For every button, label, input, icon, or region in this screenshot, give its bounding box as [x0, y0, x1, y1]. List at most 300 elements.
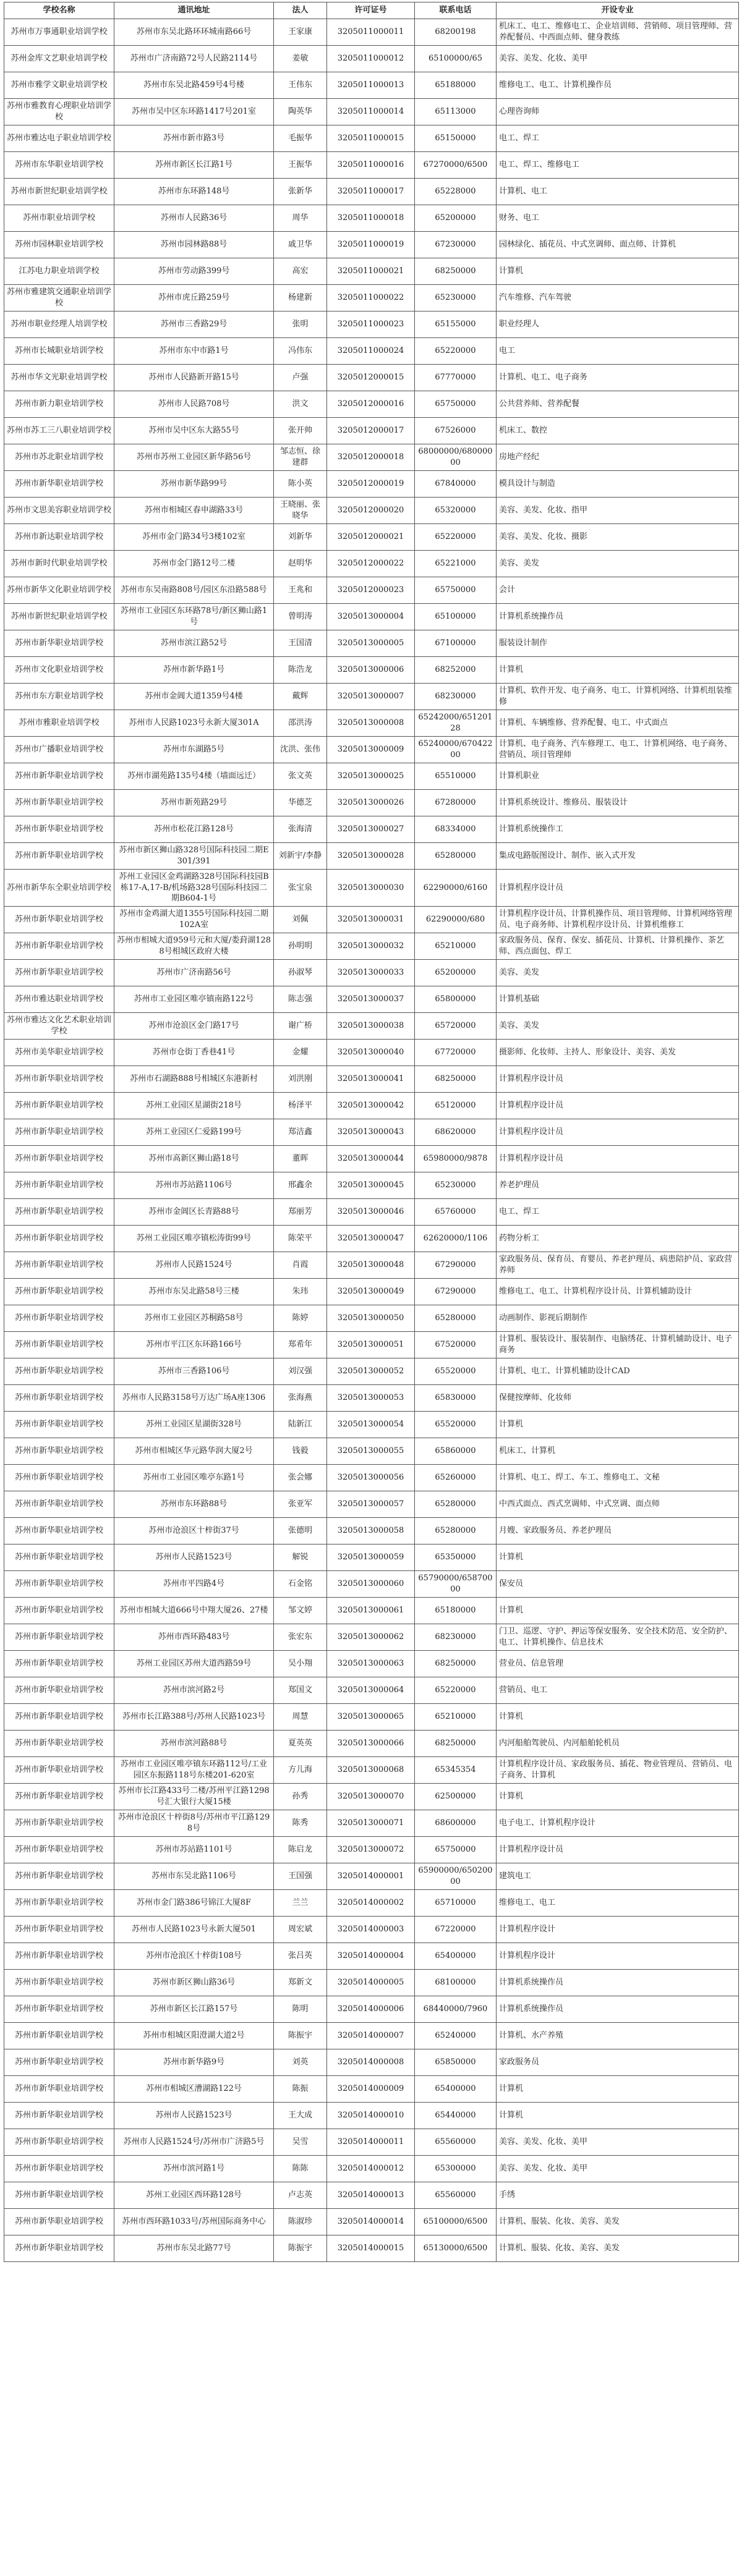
- legal-person-cell: 郑新文: [274, 1969, 327, 1996]
- school-name-cell: 苏州市新华职业培训学校: [4, 1278, 114, 1305]
- school-name-cell: 苏州市新华职业培训学校: [4, 1119, 114, 1145]
- address-cell: 苏州市长江路433号二楼/苏州平江路1298号汇大银行大厦15楼: [114, 1783, 274, 1810]
- legal-person-cell: 陈淑珍: [274, 2208, 327, 2235]
- phone-cell: 65790000/65870000: [415, 1570, 497, 1597]
- legal-person-cell: 王伟东: [274, 72, 327, 99]
- address-cell: 苏州市苏站路1106号: [114, 1172, 274, 1198]
- license-number-cell: 3205013000050: [327, 1305, 415, 1331]
- school-name-cell: 苏州市华文光职业培训学校: [4, 365, 114, 391]
- table-row: [4, 2102, 739, 2129]
- majors-cell: 摄影师、化妆师、主持人、形象设计、美容、美发: [497, 1039, 739, 1066]
- school-name-cell: 苏州市东华职业培训学校: [4, 152, 114, 179]
- majors-cell: 美容、美发: [497, 551, 739, 577]
- license-number-cell: 3205013000047: [327, 1225, 415, 1252]
- table-row: [4, 524, 739, 551]
- majors-cell: 计算机程序设计员、计算机操作员、项目管理师、计算机网络管理员、电子商务师、计算机程序设计员、计算机维修工: [497, 906, 739, 933]
- address-cell: 苏州市相城区春申湖路33号: [114, 498, 274, 524]
- address-cell: 苏州市相城区华元路华润大厦2号: [114, 1438, 274, 1464]
- phone-cell: 65440000: [415, 2102, 497, 2129]
- school-name-cell: 苏州市苏北职业培训学校: [4, 444, 114, 471]
- table-row: [4, 1358, 739, 1384]
- address-cell: 苏州市沧浪区十梓街108号: [114, 1943, 274, 1969]
- majors-cell: 美容、美发: [497, 959, 739, 986]
- legal-person-cell: 陈明: [274, 1996, 327, 2022]
- phone-cell: 65520000: [415, 1411, 497, 1438]
- table-row: [4, 816, 739, 843]
- table-row: [4, 258, 739, 285]
- license-number-cell: 3205011000014: [327, 99, 415, 125]
- phone-cell: 65560000: [415, 2129, 497, 2155]
- legal-person-cell: 王国清: [274, 630, 327, 657]
- address-cell: 苏州市金阊大道1359号4楼: [114, 684, 274, 710]
- school-name-cell: 苏州市新华职业培训学校: [4, 630, 114, 657]
- legal-person-cell: 张会娜: [274, 1464, 327, 1491]
- majors-cell: 计算机职业: [497, 763, 739, 790]
- legal-person-cell: 赵明华: [274, 551, 327, 577]
- phone-cell: 65240000/67042200: [415, 737, 497, 763]
- license-number-cell: 3205011000018: [327, 205, 415, 232]
- legal-person-cell: 邹文婷: [274, 1597, 327, 1624]
- legal-person-cell: 刘新华: [274, 524, 327, 551]
- table-row: [4, 1756, 739, 1783]
- table-row: [4, 737, 739, 763]
- school-name-cell: 苏州市新华职业培训学校: [4, 1943, 114, 1969]
- license-number-cell: 3205013000008: [327, 710, 415, 737]
- majors-cell: 计算机: [497, 1703, 739, 1730]
- legal-person-cell: 石金铭: [274, 1570, 327, 1597]
- school-name-cell: 苏州市新华职业培训学校: [4, 1358, 114, 1384]
- phone-cell: 67290000: [415, 1252, 497, 1278]
- majors-cell: 计算机: [497, 1411, 739, 1438]
- license-number-cell: 3205013000070: [327, 1783, 415, 1810]
- legal-person-cell: 夏英英: [274, 1730, 327, 1756]
- phone-cell: 67720000: [415, 1039, 497, 1066]
- license-number-cell: 3205013000072: [327, 1836, 415, 1863]
- address-cell: 苏州市金门路34号3楼102室: [114, 524, 274, 551]
- school-name-cell: 苏州市新华职业培训学校: [4, 816, 114, 843]
- license-number-cell: 3205013000063: [327, 1650, 415, 1677]
- majors-cell: 公共营养师、营养配餐: [497, 391, 739, 418]
- school-name-cell: 苏州市新华文化职业培训学校: [4, 577, 114, 604]
- school-name-cell: 苏州市新华职业培训学校: [4, 1092, 114, 1119]
- majors-cell: 计算机程序设计: [497, 1943, 739, 1969]
- table-row: [4, 959, 739, 986]
- table-row: [4, 179, 739, 205]
- phone-cell: 68620000: [415, 1119, 497, 1145]
- address-cell: 苏州市石湖路888号相城区东港新村: [114, 1066, 274, 1092]
- table-row: [4, 1411, 739, 1438]
- legal-person-cell: 王大成: [274, 2102, 327, 2129]
- table-row: [4, 72, 739, 99]
- address-cell: 苏州市虎丘路259号: [114, 285, 274, 311]
- majors-cell: 计算机: [497, 1597, 739, 1624]
- license-number-cell: 3205014000004: [327, 1943, 415, 1969]
- license-number-cell: 3205013000058: [327, 1517, 415, 1544]
- license-number-cell: 3205013000028: [327, 843, 415, 870]
- majors-cell: 计算机、软件开发、电子商务、电工、计算机网络、计算机组装维修: [497, 684, 739, 710]
- school-name-cell: 苏州市雅职业培训学校: [4, 710, 114, 737]
- school-table: [4, 2, 739, 2262]
- school-name-cell: 苏州市新华职业培训学校: [4, 2022, 114, 2049]
- school-name-cell: 苏州市新华职业培训学校: [4, 1225, 114, 1252]
- legal-person-cell: 刘洪刚: [274, 1066, 327, 1092]
- legal-person-cell: 邢鑫余: [274, 1172, 327, 1198]
- majors-cell: 门卫、巡逻、守护、押运等保安服务、安全技术防范、安全防护、电工、计算机操作、信息技术: [497, 1624, 739, 1650]
- table-row: [4, 1783, 739, 1810]
- phone-cell: 65560000: [415, 2182, 497, 2208]
- address-cell: 苏州市人民路1524号: [114, 1252, 274, 1278]
- table-row: [4, 1969, 739, 1996]
- license-number-cell: 3205012000020: [327, 498, 415, 524]
- legal-person-cell: 洪文: [274, 391, 327, 418]
- legal-person-cell: 刘佩: [274, 906, 327, 933]
- phone-cell: 65228000: [415, 179, 497, 205]
- legal-person-cell: 张海燕: [274, 1384, 327, 1411]
- table-row: [4, 1172, 739, 1198]
- address-cell: 苏州市广济南路56号: [114, 959, 274, 986]
- school-name-cell: 苏州市新华职业培训学校: [4, 843, 114, 870]
- phone-cell: 65280000: [415, 1305, 497, 1331]
- phone-cell: 65280000: [415, 843, 497, 870]
- legal-person-cell: 解锐: [274, 1544, 327, 1570]
- majors-cell: 计算机系统设计、维修员、服装设计: [497, 790, 739, 816]
- majors-cell: 计算机程序设计员、家政服务员、插花、物业管理员、营销员、电子商务、计算机: [497, 1756, 739, 1783]
- license-number-cell: 3205014000010: [327, 2102, 415, 2129]
- address-cell: 苏州工业园区唯亭镇松涛街99号: [114, 1225, 274, 1252]
- phone-cell: 67526000: [415, 418, 497, 444]
- legal-person-cell: 方儿海: [274, 1756, 327, 1783]
- table-row: [4, 1119, 739, 1145]
- license-number-cell: 3205011000019: [327, 232, 415, 258]
- phone-cell: 65300000: [415, 2155, 497, 2182]
- address-cell: 苏州市相城大道959号元和大厦/娄葑湖1288号相城区政府大楼: [114, 933, 274, 959]
- table-row: [4, 2155, 739, 2182]
- school-name-cell: 苏州市东方职业培训学校: [4, 684, 114, 710]
- school-name-cell: 苏州市新华职业培训学校: [4, 1570, 114, 1597]
- school-name-cell: 苏州市美华职业培训学校: [4, 1039, 114, 1066]
- license-number-cell: 3205013000006: [327, 657, 415, 684]
- school-name-cell: 苏州市新华职业培训学校: [4, 2235, 114, 2261]
- legal-person-cell: 郑丽芳: [274, 1198, 327, 1225]
- table-row: [4, 870, 739, 907]
- legal-person-cell: 高宏: [274, 258, 327, 285]
- address-cell: 苏州市工业园区唯亭镇南路122号: [114, 986, 274, 1012]
- table-row: [4, 1730, 739, 1756]
- address-cell: 苏州市滨江路52号: [114, 630, 274, 657]
- license-number-cell: 3205013000009: [327, 737, 415, 763]
- majors-cell: 会计: [497, 577, 739, 604]
- school-name-cell: 苏州市新华职业培训学校: [4, 2075, 114, 2102]
- majors-cell: 计算机系统操作员: [497, 1996, 739, 2022]
- address-cell: 苏州市新区狮山路36号: [114, 1969, 274, 1996]
- phone-cell: 68200198: [415, 19, 497, 46]
- majors-cell: 机床工、数控: [497, 418, 739, 444]
- legal-person-cell: 王振华: [274, 152, 327, 179]
- license-number-cell: 3205013000038: [327, 1012, 415, 1039]
- address-cell: 苏州市人民路新开路15号: [114, 365, 274, 391]
- table-row: [4, 630, 739, 657]
- majors-cell: 计算机、车辆维修、营养配餐、电工、中式面点: [497, 710, 739, 737]
- address-cell: 苏州市滨河路1号: [114, 2155, 274, 2182]
- school-name-cell: 苏州市新华职业培训学校: [4, 933, 114, 959]
- legal-person-cell: 谢广桥: [274, 1012, 327, 1039]
- school-name-cell: 苏州市文化职业培训学校: [4, 657, 114, 684]
- phone-cell: 65850000: [415, 2049, 497, 2075]
- legal-person-cell: 毛振华: [274, 125, 327, 152]
- legal-person-cell: 王家康: [274, 19, 327, 46]
- table-row: [4, 1889, 739, 1916]
- phone-cell: 67280000: [415, 790, 497, 816]
- address-cell: 苏州市园林路88号: [114, 232, 274, 258]
- phone-cell: 62500000: [415, 1783, 497, 1810]
- address-cell: 苏州市东吴南路808号/园区东沿路588号: [114, 577, 274, 604]
- legal-person-cell: 陈陈: [274, 2155, 327, 2182]
- school-name-cell: 苏州市新世纪职业培训学校: [4, 179, 114, 205]
- school-name-cell: 苏州市新华职业培训学校: [4, 1252, 114, 1278]
- phone-cell: 65750000: [415, 577, 497, 604]
- address-cell: 苏州市广济南路72号人民路2114号: [114, 46, 274, 72]
- majors-cell: 电工: [497, 338, 739, 365]
- license-number-cell: 3205013000054: [327, 1411, 415, 1438]
- legal-person-cell: 卢强: [274, 365, 327, 391]
- phone-cell: 62620000/1106: [415, 1225, 497, 1252]
- address-cell: 苏州市相城大道666号中翔大厦26、27楼: [114, 1597, 274, 1624]
- school-name-cell: 苏州市新华职业培训学校: [4, 1703, 114, 1730]
- school-name-cell: 苏州市新华职业培训学校: [4, 1756, 114, 1783]
- legal-person-cell: 金耀: [274, 1039, 327, 1066]
- phone-cell: 65221000: [415, 551, 497, 577]
- license-number-cell: 3205013000057: [327, 1491, 415, 1517]
- table-row: [4, 365, 739, 391]
- phone-cell: 65320000: [415, 498, 497, 524]
- table-row: [4, 498, 739, 524]
- school-name-cell: 苏州市新华职业培训学校: [4, 1730, 114, 1756]
- school-name-cell: 苏州市雅达文化艺术职业培训学校: [4, 1012, 114, 1039]
- table-row: [4, 1650, 739, 1677]
- phone-cell: 68440000/7960: [415, 1996, 497, 2022]
- legal-person-cell: 陈启龙: [274, 1836, 327, 1863]
- school-name-cell: 苏州市新华职业培训学校: [4, 1438, 114, 1464]
- phone-cell: 65280000: [415, 1491, 497, 1517]
- majors-cell: 模具设计与制造: [497, 471, 739, 498]
- phone-cell: 65520000: [415, 1358, 497, 1384]
- license-number-cell: 3205014000015: [327, 2235, 415, 2261]
- address-cell: 苏州市苏州工业园区新华路56号: [114, 444, 274, 471]
- table-row: [4, 2182, 739, 2208]
- legal-person-cell: 张海清: [274, 816, 327, 843]
- license-number-cell: 3205012000018: [327, 444, 415, 471]
- phone-cell: 65210000: [415, 933, 497, 959]
- license-number-cell: 3205012000016: [327, 391, 415, 418]
- school-name-cell: 苏州市新华职业培训学校: [4, 1650, 114, 1677]
- phone-cell: 68250000: [415, 1066, 497, 1092]
- legal-person-cell: 周华: [274, 205, 327, 232]
- header-phone: 联系电话: [415, 2, 497, 19]
- phone-cell: 65210000: [415, 1703, 497, 1730]
- address-cell: 苏州市长江路388号/苏州人民路1023号: [114, 1703, 274, 1730]
- phone-cell: 65900000/65020000: [415, 1863, 497, 1889]
- legal-person-cell: 陈浩龙: [274, 657, 327, 684]
- address-cell: 苏州市工业园区唯亭镇东环路112号/工业园区东振路118号东楼201-620室: [114, 1756, 274, 1783]
- majors-cell: 计算机: [497, 657, 739, 684]
- legal-person-cell: 曾明涛: [274, 604, 327, 630]
- license-number-cell: 3205014000006: [327, 1996, 415, 2022]
- table-row: [4, 285, 739, 311]
- address-cell: 苏州市劳动路399号: [114, 258, 274, 285]
- majors-cell: 计算机、电工、电子商务: [497, 365, 739, 391]
- license-number-cell: 3205014000012: [327, 2155, 415, 2182]
- school-name-cell: 苏州市新华职业培训学校: [4, 1836, 114, 1863]
- license-number-cell: 3205013000042: [327, 1092, 415, 1119]
- phone-cell: 65220000: [415, 1677, 497, 1703]
- school-name-cell: 苏州市新华职业培训学校: [4, 790, 114, 816]
- legal-person-cell: 朱玮: [274, 1278, 327, 1305]
- license-number-cell: 3205013000007: [327, 684, 415, 710]
- phone-cell: 67290000: [415, 1278, 497, 1305]
- license-number-cell: 3205011000016: [327, 152, 415, 179]
- license-number-cell: 3205011000017: [327, 179, 415, 205]
- legal-person-cell: 钱毅: [274, 1438, 327, 1464]
- majors-cell: 职业经理人: [497, 311, 739, 338]
- license-number-cell: 3205011000024: [327, 338, 415, 365]
- address-cell: 苏州市苏站路1101号: [114, 1836, 274, 1863]
- license-number-cell: 3205013000049: [327, 1278, 415, 1305]
- legal-person-cell: 周宏斌: [274, 1916, 327, 1943]
- license-number-cell: 3205014000005: [327, 1969, 415, 1996]
- license-number-cell: 3205013000004: [327, 604, 415, 630]
- license-number-cell: 3205013000041: [327, 1066, 415, 1092]
- table-row: [4, 125, 739, 152]
- table-row: [4, 1916, 739, 1943]
- license-number-cell: 3205013000056: [327, 1464, 415, 1491]
- address-cell: 苏州市平江区东环路166号: [114, 1331, 274, 1358]
- phone-cell: 65280000: [415, 1517, 497, 1544]
- phone-cell: 65220000: [415, 524, 497, 551]
- license-number-cell: 3205013000053: [327, 1384, 415, 1411]
- school-name-cell: 苏州市雅教育心理职业培训学校: [4, 99, 114, 125]
- license-number-cell: 3205013000037: [327, 986, 415, 1012]
- majors-cell: 电工、焊工、维修电工: [497, 152, 739, 179]
- table-row: [4, 2129, 739, 2155]
- header-address: 通讯地址: [114, 2, 274, 19]
- legal-person-cell: 张开帅: [274, 418, 327, 444]
- majors-cell: 机床工、计算机: [497, 1438, 739, 1464]
- legal-person-cell: 杨泽平: [274, 1092, 327, 1119]
- phone-cell: 68230000: [415, 1624, 497, 1650]
- address-cell: 苏州市金鸡湖大道1355号国际科技园二期102A室: [114, 906, 274, 933]
- table-row: [4, 1597, 739, 1624]
- license-number-cell: 3205013000055: [327, 1438, 415, 1464]
- school-name-cell: 苏州市新华职业培训学校: [4, 2182, 114, 2208]
- legal-person-cell: 刘英: [274, 2049, 327, 2075]
- majors-cell: 月嫂、家政服务员、养老护理员: [497, 1517, 739, 1544]
- legal-person-cell: 郑希年: [274, 1331, 327, 1358]
- majors-cell: 计算机程序设计员: [497, 1145, 739, 1172]
- majors-cell: 美容、美发、化妆、美甲: [497, 2129, 739, 2155]
- majors-cell: 计算机系统操作员: [497, 1969, 739, 1996]
- legal-person-cell: 周慧: [274, 1703, 327, 1730]
- phone-cell: 67230000: [415, 232, 497, 258]
- majors-cell: 财务、电工: [497, 205, 739, 232]
- legal-person-cell: 张宏东: [274, 1624, 327, 1650]
- address-cell: 苏州市滨河路88号: [114, 1730, 274, 1756]
- legal-person-cell: 张德明: [274, 1517, 327, 1544]
- phone-cell: 65242000/65120128: [415, 710, 497, 737]
- legal-person-cell: 陈小英: [274, 471, 327, 498]
- table-row: [4, 1198, 739, 1225]
- phone-cell: 67100000: [415, 630, 497, 657]
- school-name-cell: 苏州市万事通职业培训学校: [4, 19, 114, 46]
- address-cell: 苏州市工业园区苏桐路58号: [114, 1305, 274, 1331]
- majors-cell: 建筑电工: [497, 1863, 739, 1889]
- phone-cell: 68600000: [415, 1810, 497, 1836]
- table-row: [4, 604, 739, 630]
- address-cell: 苏州市新华路99号: [114, 471, 274, 498]
- legal-person-cell: 冯伟东: [274, 338, 327, 365]
- address-cell: 苏州市东环路148号: [114, 179, 274, 205]
- legal-person-cell: 张宝泉: [274, 870, 327, 907]
- table-header-row: [4, 2, 739, 19]
- majors-cell: 计算机系统操作工: [497, 816, 739, 843]
- table-row: [4, 1305, 739, 1331]
- address-cell: 苏州市人民路3158号万达广场A座1306: [114, 1384, 274, 1411]
- license-number-cell: 3205011000023: [327, 311, 415, 338]
- legal-person-cell: 姜敏: [274, 46, 327, 72]
- table-row: [4, 710, 739, 737]
- phone-cell: 65710000: [415, 1889, 497, 1916]
- address-cell: 苏州市东湖路5号: [114, 737, 274, 763]
- table-row: [4, 19, 739, 46]
- majors-cell: 计算机、电工、焊工、车工、维修电工、文秘: [497, 1464, 739, 1491]
- address-cell: 苏州工业园区星湖街328号: [114, 1411, 274, 1438]
- address-cell: 苏州市人民路1023号永新大厦501: [114, 1916, 274, 1943]
- school-name-cell: 苏州市新华职业培训学校: [4, 2129, 114, 2155]
- phone-cell: 65350000: [415, 1544, 497, 1570]
- license-number-cell: 3205012000015: [327, 365, 415, 391]
- majors-cell: 房地产经纪: [497, 444, 739, 471]
- license-number-cell: 3205013000045: [327, 1172, 415, 1198]
- school-name-cell: 苏州市新华职业培训学校: [4, 1331, 114, 1358]
- legal-person-cell: 孙秀: [274, 1783, 327, 1810]
- majors-cell: 计算机、电子商务、汽车修理工、电工、计算机网络、电子商务、营销员、项目管理师: [497, 737, 739, 763]
- phone-cell: 65750000: [415, 391, 497, 418]
- address-cell: 苏州市新区长江路1号: [114, 152, 274, 179]
- majors-cell: 机床工、电工、维修电工、企业培训师、营销师、项目管理师、营养配餐员、中西面点师、健身教练: [497, 19, 739, 46]
- majors-cell: 美容、美发、化妆、指甲: [497, 498, 739, 524]
- phone-cell: 62290000/680: [415, 906, 497, 933]
- legal-person-cell: 孙明明: [274, 933, 327, 959]
- license-number-cell: 3205013000061: [327, 1597, 415, 1624]
- table-row: [4, 1624, 739, 1650]
- address-cell: 苏州市西环路483号: [114, 1624, 274, 1650]
- table-row: [4, 843, 739, 870]
- phone-cell: 67520000: [415, 1331, 497, 1358]
- table-row: [4, 1066, 739, 1092]
- school-name-cell: 苏州市新华职业培训学校: [4, 959, 114, 986]
- legal-person-cell: 陈振: [274, 2075, 327, 2102]
- license-number-cell: 3205014000001: [327, 1863, 415, 1889]
- license-number-cell: 3205012000019: [327, 471, 415, 498]
- address-cell: 苏州市人民路1523号: [114, 2102, 274, 2129]
- address-cell: 苏州市东吴北路58号三楼: [114, 1278, 274, 1305]
- majors-cell: 心理咨询师: [497, 99, 739, 125]
- table-row: [4, 1677, 739, 1703]
- school-name-cell: 苏州市新力职业培训学校: [4, 391, 114, 418]
- school-name-cell: 苏州市文思美容职业培训学校: [4, 498, 114, 524]
- address-cell: 苏州市三香路106号: [114, 1358, 274, 1384]
- legal-person-cell: 戴辉: [274, 684, 327, 710]
- majors-cell: 营销员、电工: [497, 1677, 739, 1703]
